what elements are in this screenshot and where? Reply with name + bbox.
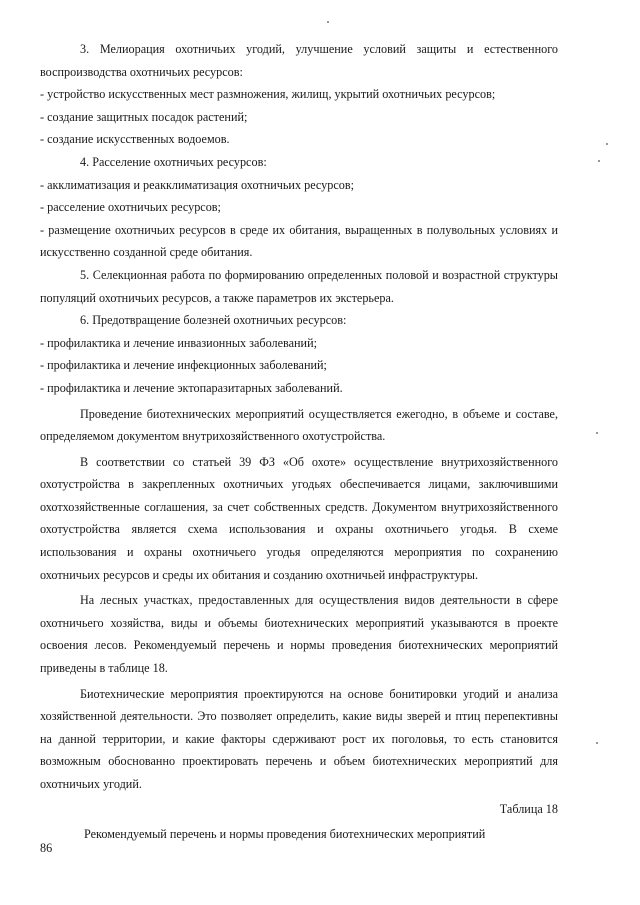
paragraph: 6. Предотвращение болезней охотничьих ресурсов: — [80, 313, 347, 328]
list-item: - профилактика и лечение инвазионных заболеваний; — [40, 335, 317, 350]
paragraph: В соответствии со статьей 39 ФЗ «Об охоте» осуществление внутрихозяйственного охотустройства в закрепленных охотничьих угодьях обеспечивается лицами, заключившими охотхозяйственные соглашения, за счет собственных средств. Документом внутрихозяйственного охотустройства является схема использования и охраны охотничьего угодья. В схеме использования и охраны охотничьего угодья определяются мероприятия по сохранению охотничьих ресурсов и среды их обитания и созданию охотничьей инфраструктуры. — [40, 454, 558, 582]
list-item: - устройство искусственных мест размножения, жилищ, укрытий охотничьих ресурсов; — [40, 87, 496, 102]
list-item: - расселение охотничьих ресурсов; — [40, 200, 221, 215]
scan-speck — [327, 21, 329, 23]
scan-speck — [606, 143, 608, 145]
page-number: 86 — [40, 841, 53, 855]
paragraph: Проведение биотехнических мероприятий осуществляется ежегодно, в объеме и составе, определяемом документом внутрихозяйственного охотустройства. — [40, 406, 558, 444]
paragraph: Биотехнические мероприятия проектируются на основе бонитировки угодий и анализа хозяйственной деятельности. Это позволяет определить, какие виды зверей и птиц перепективны на данной территории, и какие факторы сдерживают рост их поголовья, то есть становится возможным обоснованно проектировать перечень и объем биотехнических мероприятий для охотничьих угодий. — [40, 686, 558, 791]
table-label: Таблица 18 — [499, 801, 558, 816]
paragraph: 3. Мелиорация охотничьих угодий, улучшение условий защиты и естественного воспроизводства охотничьих ресурсов: — [40, 42, 558, 79]
scan-speck — [596, 432, 598, 434]
list-item: - размещение охотничьих ресурсов в среде их обитания, выращенных в полувольных условиях и искусственно созданной среде обитания. — [40, 222, 558, 260]
list-item: - создание искусственных водоемов. — [40, 132, 230, 147]
list-item: - профилактика и лечение инфекционных заболеваний; — [40, 358, 327, 373]
scan-speck — [598, 160, 600, 162]
table-caption: Рекомендуемый перечень и нормы проведения биотехнических мероприятий — [84, 827, 486, 842]
paragraph: 4. Расселение охотничьих ресурсов: — [80, 154, 267, 169]
scan-speck — [596, 742, 598, 744]
list-item: - акклиматизация и реакклиматизация охотничьих ресурсов; — [40, 177, 354, 192]
list-item: - профилактика и лечение эктопаразитарных заболеваний. — [40, 380, 343, 395]
paragraph: На лесных участках, предоставленных для осуществления видов деятельности в сфере охотничьего хозяйства, виды и объемы биотехнических мероприятий указываются в проекте освоения лесов. Рекомендуемый перечень и нормы проведения биотехнических мероприятий приведены в таблице 18. — [40, 593, 558, 676]
paragraph: 5. Селекционная работа по формированию определенных половой и возрастной структуры популяций охотничьих ресурсов, а также параметров их экстерьера. — [40, 267, 558, 305]
body-text — [40, 38, 558, 846]
list-item: - создание защитных посадок растений; — [40, 109, 248, 124]
